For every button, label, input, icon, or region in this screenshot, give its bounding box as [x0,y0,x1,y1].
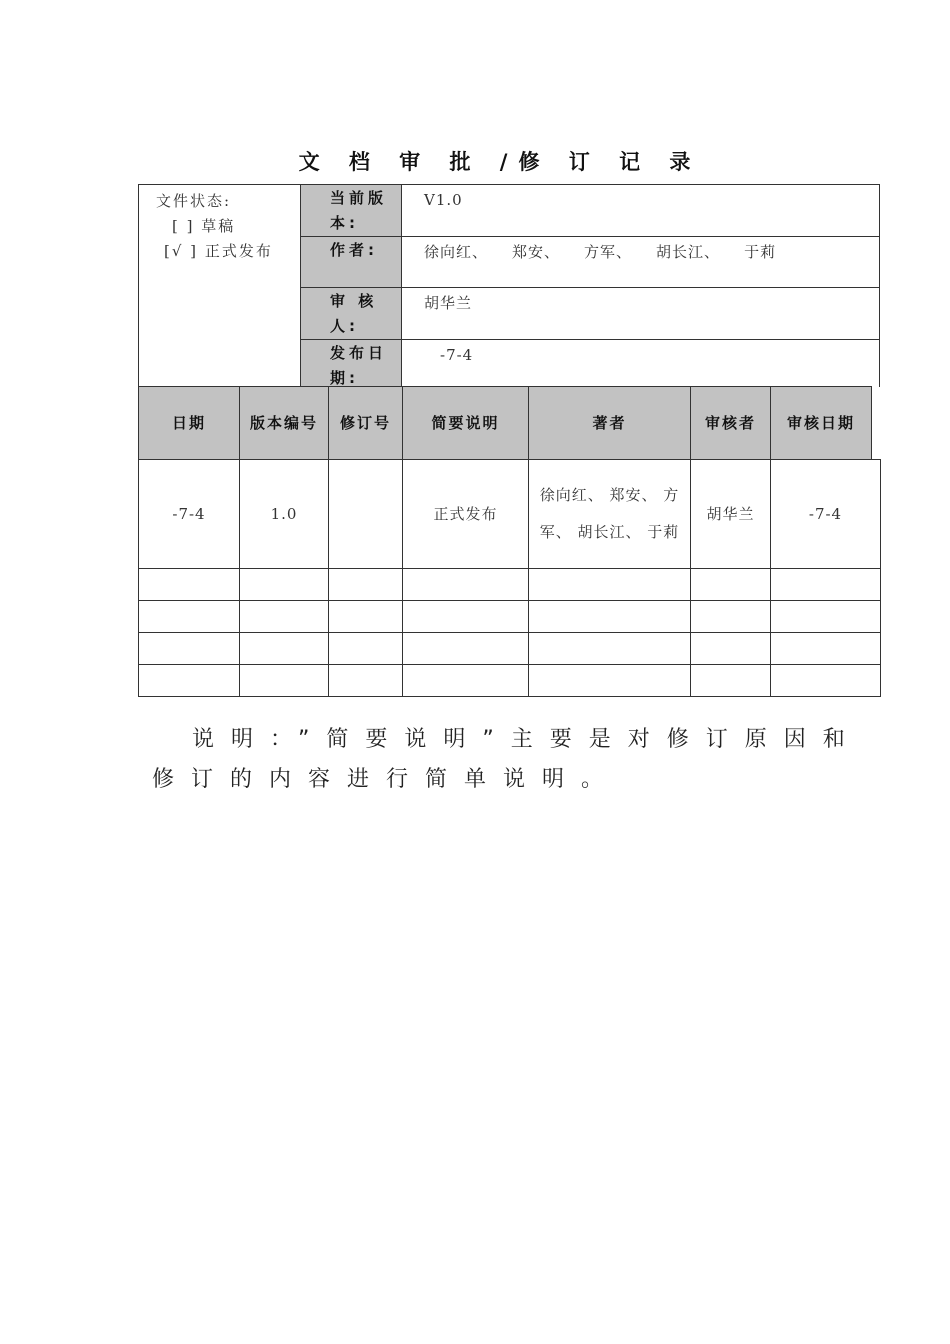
checkbox-checked: [√ ] [164,242,199,260]
cell-reviewer: 胡华兰 [691,460,771,569]
status-option-label: 正式发布 [204,242,273,260]
footnote-text: 说明：”简要说明”主要是对修订原因和修订的内容进行简单说明。 [152,727,862,792]
table-row [139,633,881,665]
footnote [152,720,867,800]
table-row [139,569,881,601]
reviewer-label: 审 核 人: [301,288,402,340]
cell-review-date: -7-4 [771,460,881,569]
status-option-label: 草稿 [201,217,236,235]
header-end-gap [872,387,881,460]
release-date-value: -7-4 [402,340,880,392]
cell-revision [329,460,403,569]
status-option-draft [156,214,290,239]
author-name: 郑安、 [512,243,561,261]
table-row [139,460,881,569]
table-row [139,665,881,697]
status-option-published [156,239,290,264]
author-name: 方军、 [584,243,633,261]
checkbox-unchecked: [ ] [172,217,195,235]
cell-date: -7-4 [139,460,240,569]
header-review-date: 审核日期 [771,387,872,460]
author-name: 徐向红、 [424,243,489,261]
header-version: 版本编号 [240,387,329,460]
version-label: 当前版本: [301,185,402,237]
author-label: 作者: [301,237,402,288]
revision-header-row [139,387,881,460]
header-revision-number: 修订号 [329,387,403,460]
cell-author: 徐向红、 郑安、 方军、 胡长江、 于莉 [529,460,691,569]
author-name: 胡长江、 [656,243,721,261]
header-reviewer: 审核者 [691,387,771,460]
header-author: 著者 [529,387,691,460]
reviewer-value: 胡华兰 [402,288,880,340]
header-summary: 简要说明 [403,387,529,460]
release-date-label: 发布日期: [301,340,402,392]
file-status-label: 文件状态: [156,192,232,210]
cell-summary: 正式发布 [403,460,529,569]
author-value [402,237,880,288]
page-title: 文 档 审 批 /修 订 记 录 [298,150,702,174]
file-status-cell [139,185,301,392]
cell-version: 1.0 [240,460,329,569]
header-date: 日期 [139,387,240,460]
document-meta-table [138,184,880,392]
table-row [139,601,881,633]
version-value: V1.0 [402,185,880,237]
revision-table [138,386,881,697]
author-name: 于莉 [744,243,777,261]
